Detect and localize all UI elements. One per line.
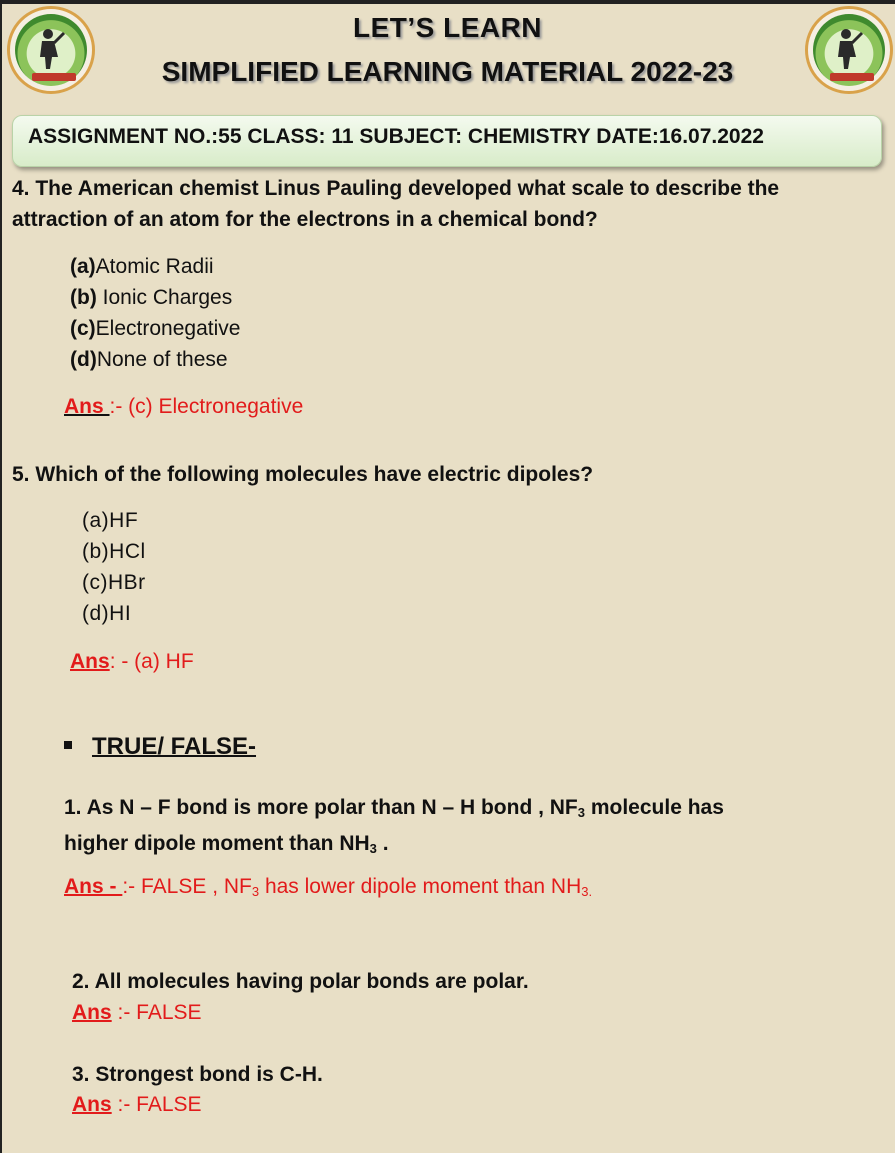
answer-text: : - (a) HF	[109, 650, 194, 673]
tf-item-3: 3. Strongest bond is C-H.	[72, 1063, 323, 1086]
q4-option-b: (b) Ionic Charges	[70, 286, 233, 309]
q5-answer	[70, 650, 194, 674]
q4-line1: 4. The American chemist Linus Pauling developed what scale to describe the	[12, 177, 780, 200]
bullet-icon	[64, 741, 72, 749]
q4-line2: attraction of an atom for the electrons in a chemical bond?	[12, 208, 598, 231]
tf-item-2: 2. All molecules having polar bonds are polar.	[72, 970, 529, 993]
assignment-info: ASSIGNMENT NO.:55 CLASS: 11 SUBJECT: CHEMISTRY DATE:16.07.2022	[28, 125, 764, 148]
tf-item-1-answer: Ans - :- FALSE , $NF_3$ has lower dipole moment than $NH_{3.}$	[64, 875, 593, 899]
top-border	[0, 0, 895, 4]
tf-item-2-answer	[72, 1001, 202, 1025]
q4-answer	[58, 395, 303, 419]
tf-item-3-answer	[72, 1093, 202, 1117]
true-false-heading: TRUE/ FALSE-	[64, 733, 256, 761]
answer-label: Ans	[72, 1093, 112, 1116]
answer-label: Ans	[70, 650, 110, 673]
answer-text: :- FALSE	[111, 1093, 202, 1116]
left-border	[0, 0, 2, 1153]
q4-option-c: (c)Electronegative	[70, 317, 241, 340]
answer-text: :- FALSE	[111, 1001, 202, 1024]
answer-label: Ans	[72, 1001, 112, 1024]
q4-text	[12, 173, 779, 235]
title-lets-learn: LET’S LEARN	[352, 12, 543, 43]
q5-option-a: (a)HF	[82, 509, 139, 532]
q5-text: 5. Which of the following molecules have electric dipoles?	[12, 463, 594, 486]
tf-item-1-line2: higher dipole moment than $NH_3$ .	[64, 832, 389, 856]
q5-option-c: (c)HBr	[82, 571, 146, 594]
answer-text: :- (c) Electronegative	[109, 395, 304, 418]
q5-option-b: (b)HCl	[82, 540, 146, 563]
tf-item-1-line1: 1. As N – F bond is more polar than N – H bond , $NF_3$ molecule has	[64, 796, 724, 820]
q4-option-a: (a)Atomic Radii	[70, 255, 214, 278]
q5-option-d: (d)HI	[82, 602, 132, 625]
tf-item-1	[64, 792, 724, 864]
title-learning-material: SIMPLIFIED LEARNING MATERIAL 2022-23	[161, 56, 734, 87]
answer-label: Ans	[64, 395, 110, 418]
q4-option-d: (d)None of these	[70, 348, 228, 371]
answer-label: Ans -	[64, 875, 123, 898]
